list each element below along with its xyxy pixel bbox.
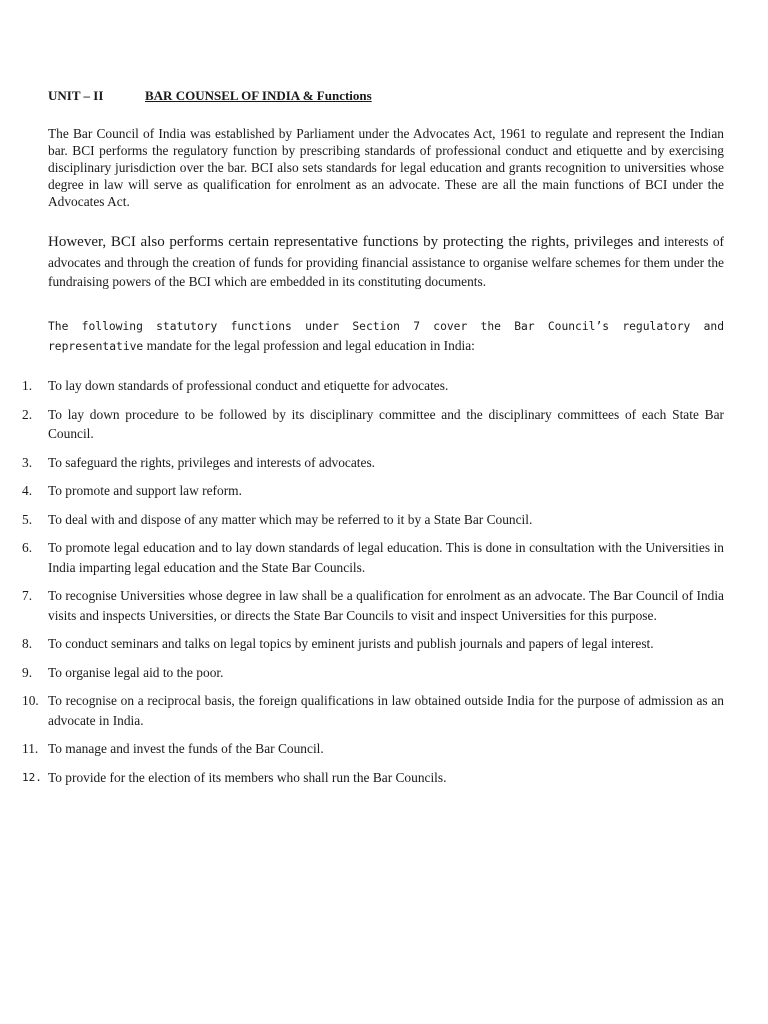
function-number: 4. xyxy=(22,483,33,498)
function-item xyxy=(0,481,724,501)
function-text: To recognise on a reciprocal basis, the foreign qualifications in law obtained outside India for the purpose of admission as an advocate in India. xyxy=(48,693,724,728)
function-text: To manage and invest the funds of the Bar Council. xyxy=(48,741,324,756)
function-text: To conduct seminars and talks on legal topics by eminent jurists and publish journals and papers of legal interest. xyxy=(48,636,654,651)
function-number: 11. xyxy=(22,741,39,756)
function-number: 7. xyxy=(22,588,33,603)
representative-functions-paragraph xyxy=(48,232,724,292)
function-item xyxy=(0,634,724,654)
function-text: To organise legal aid to the poor. xyxy=(48,664,224,680)
function-number: 3. xyxy=(22,454,33,470)
function-number: 8. xyxy=(22,636,33,651)
function-text: To recognise Universities whose degree in law shall be a qualification for enrolment as an advocate. The Bar Council of India visits and inspects Universities, or directs the State Bar Councils to visit and inspect Universities for this purpose. xyxy=(48,588,724,623)
function-item xyxy=(0,768,724,788)
function-text: To lay down standards of professional conduct and etiquette for advocates. xyxy=(48,378,449,393)
function-text: To safeguard the rights, privileges and interests of advocates. xyxy=(48,454,376,470)
representative-lead-text: However, BCI also performs certain representative functions by protecting the rights, privileges and xyxy=(48,234,660,250)
unit-heading xyxy=(48,88,372,104)
function-number: 10. xyxy=(22,693,39,708)
function-text: To promote and support law reform. xyxy=(48,483,242,498)
unit-label: UNIT – II xyxy=(48,88,104,103)
statutory-functions-intro xyxy=(48,316,724,356)
function-number: 9. xyxy=(22,664,33,680)
function-text: To deal with and dispose of any matter which may be referred to it by a State Bar Council. xyxy=(48,511,533,527)
function-number: 12. xyxy=(22,770,42,784)
function-number: 1. xyxy=(22,378,33,393)
function-item xyxy=(0,453,724,473)
function-item xyxy=(0,739,724,759)
intro-paragraph: The Bar Council of India was established by Parliament under the Advocates Act, 1961 to regulate and represent the Indian bar. BCI performs the regulatory function by prescribing standards of professional conduct and etiquette and by exercising disciplinary jurisdiction over the bar. BCI also sets standards for legal education and grants recognition to universities whose degree in law will serve as qualification for enrolment as an advocate. These are all the main functions of BCI under the Advocates Act. xyxy=(48,126,724,209)
functions-list xyxy=(0,376,724,796)
section-title: BAR COUNSEL OF INDIA & Functions xyxy=(145,88,372,103)
statutory-rest-text: mandate for the legal profession and legal education in India: xyxy=(146,338,475,353)
function-item xyxy=(0,376,724,396)
function-number: 6. xyxy=(22,540,33,555)
function-item xyxy=(0,663,724,683)
function-text: To promote legal education and to lay down standards of legal education. This is done in consultation with the Universities in India imparting legal education and the State Bar Councils. xyxy=(48,540,724,575)
function-item xyxy=(0,586,724,625)
function-item xyxy=(0,510,724,530)
function-item xyxy=(0,405,724,444)
function-text: To provide for the election of its members who shall run the Bar Councils. xyxy=(48,769,447,785)
function-item xyxy=(0,538,724,577)
function-item xyxy=(0,691,724,730)
statutory-lead-text: The following statutory functions under Section 7 cover the Bar Council’s regulatory and representative xyxy=(48,320,724,353)
function-number: 5. xyxy=(22,511,33,527)
function-text: To lay down procedure to be followed by its disciplinary committee and the disciplinary committees of each State Bar Council. xyxy=(48,406,724,441)
representative-rest-text: interests of advocates and through the creation of funds for providing financial assistance to organise welfare schemes for them under the fundraising powers of the BCI which are embedded in its constituting documents. xyxy=(48,234,724,289)
function-number: 2. xyxy=(22,406,33,422)
